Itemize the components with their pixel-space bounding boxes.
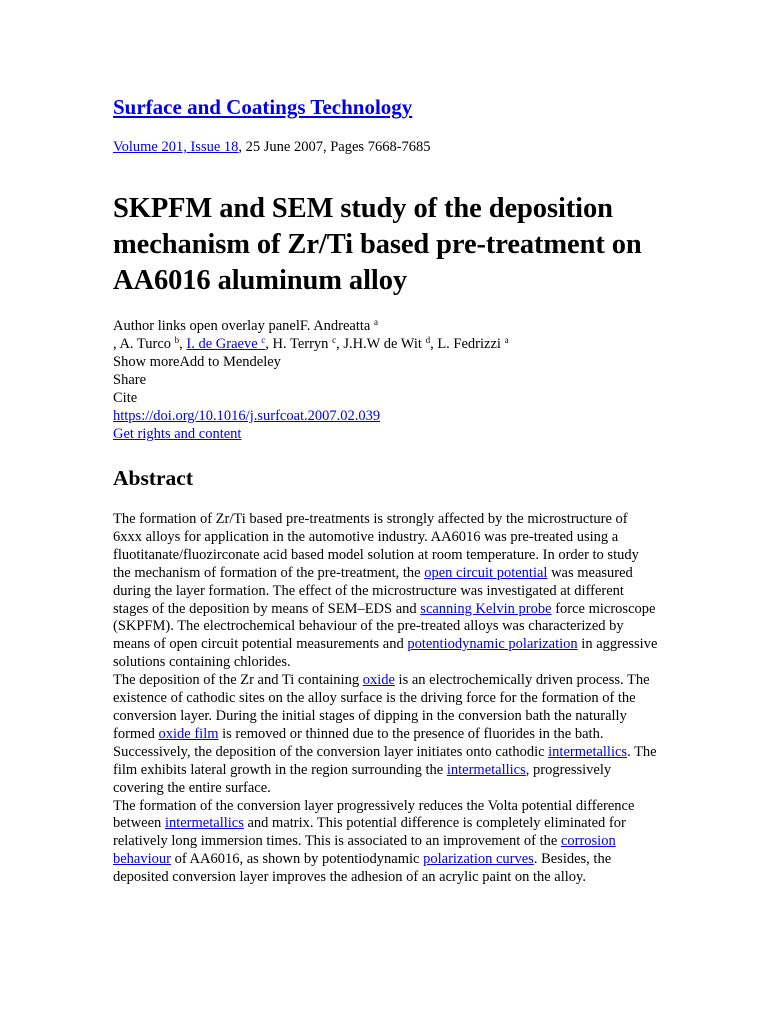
intermetallics-link[interactable]: intermetallics [446,761,526,778]
volume-issue-link[interactable]: Volume 201, Issue 18 [113,139,239,155]
journal-title [113,92,658,122]
author-line-2 [113,335,658,353]
abstract-text: The formation of Zr/Ti based pre-treatments is strongly affected by the microstructure of 6xxx alloys for application in the automotive industry. AA6016 was pre-treated using a fluotitanate/fluozirconate acid based model solution at room temperature. In order to study the mechanism of formation of the pre-treatment, the [113,511,639,581]
abstract-text: . The film exhibits lateral growth in the region surrounding the [113,743,657,778]
author-block [113,317,658,443]
open-circuit-potential-link[interactable]: open circuit potential [424,564,548,581]
polarization-curves-link[interactable]: polarization curves [423,851,534,868]
oxide-film-link[interactable]: oxide film [158,725,219,742]
author-andreatta: Author links open overlay panelF. Andreatta [113,318,374,334]
author-turco: , A. Turco [113,336,175,352]
author-line-1 [113,317,658,335]
author-de-graeve-link[interactable]: I. de Graeve $^c$ [186,335,266,352]
affiliation-sup: d [425,335,431,345]
affiliation-sup: b [174,335,180,345]
intermetallics-link[interactable]: intermetallics [548,743,628,760]
rights-link[interactable]: Get rights and content [113,426,242,442]
oxide-link[interactable]: oxide [362,672,395,689]
affiliation-sup: c [332,335,337,345]
journal-link[interactable]: Surface and Coatings Technology [113,95,413,119]
abstract-paragraph-3 [113,798,658,888]
issue-details: , 25 June 2007, Pages 7668-7685 [238,139,431,155]
abstract-text: of AA6016, as shown by potentiodynamic [170,851,424,868]
abstract-text: The deposition of the Zr and Ti containing [113,672,363,689]
potentiodynamic-polarization-link[interactable]: potentiodynamic polarization [407,636,578,653]
abstract-text: is removed or thinned due to the presence of fluorides in the bath. Successively, the deposition of the conversion layer initiates onto cathodic [113,725,604,760]
abstract-paragraph-2 [113,672,658,797]
abstract-text: The formation of the conversion layer progressively reduces the Volta potential difference between [113,797,635,832]
abstract-text: force microscope (SKPFM). The electrochemical behaviour of the pre-treated alloys was characterized by means of open circuit potential measurements and [113,600,656,653]
abstract-paragraph-1 [113,511,658,672]
show-more-mendeley[interactable]: Show moreAdd to Mendeley [113,354,281,370]
abstract-text: is an electrochemically driven process. The existence of cathodic sites on the alloy surface is the driving force for the formation of the conversion layer. During the initial stages of dipping in the conversion bath the naturally formed [113,672,650,742]
corrosion-behaviour-link[interactable]: corrosion behaviour [113,833,616,868]
share-button[interactable]: Share [113,372,147,388]
author-separator: , [179,336,187,352]
abstract-text: , progressively covering the entire surface. [113,761,612,796]
cite-button[interactable]: Cite [113,390,138,406]
abstract-text: and matrix. This potential difference is completely eliminated for relatively long immersion times. This is associated to an improvement of the [113,815,626,850]
affiliation-sup: c [261,335,266,345]
abstract-heading: Abstract [113,466,194,490]
author-de-wit: , J.H.W de Wit [336,336,426,352]
intermetallics-link[interactable]: intermetallics [164,815,244,832]
abstract-text: in aggressive solutions containing chlorides. [113,636,658,671]
article-content [113,92,658,887]
affiliation-sup: a [374,317,378,327]
issue-info [113,138,658,156]
doi-link[interactable]: https://doi.org/10.1016/j.surfcoat.2007.02.039 [113,408,381,424]
author-fedrizzi: , L. Fedrizzi [430,336,505,352]
scanning-kelvin-probe-link[interactable]: scanning Kelvin probe [420,600,552,617]
abstract-text: was measured during the layer formation. The effect of the microstructure was investigated at different stages of the deposition by means of SEM–EDS and [113,564,633,617]
abstract-body [113,511,658,887]
article-title: SKPFM and SEM study of the deposition mechanism of Zr/Ti based pre-treatment on AA6016 aluminum alloy [113,193,642,296]
author-terryn: , H. Terryn [265,336,333,352]
abstract-text: . Besides, the deposited conversion layer improves the adhesion of an acrylic paint on the alloy. [113,851,612,886]
affiliation-sup: a [504,335,509,345]
